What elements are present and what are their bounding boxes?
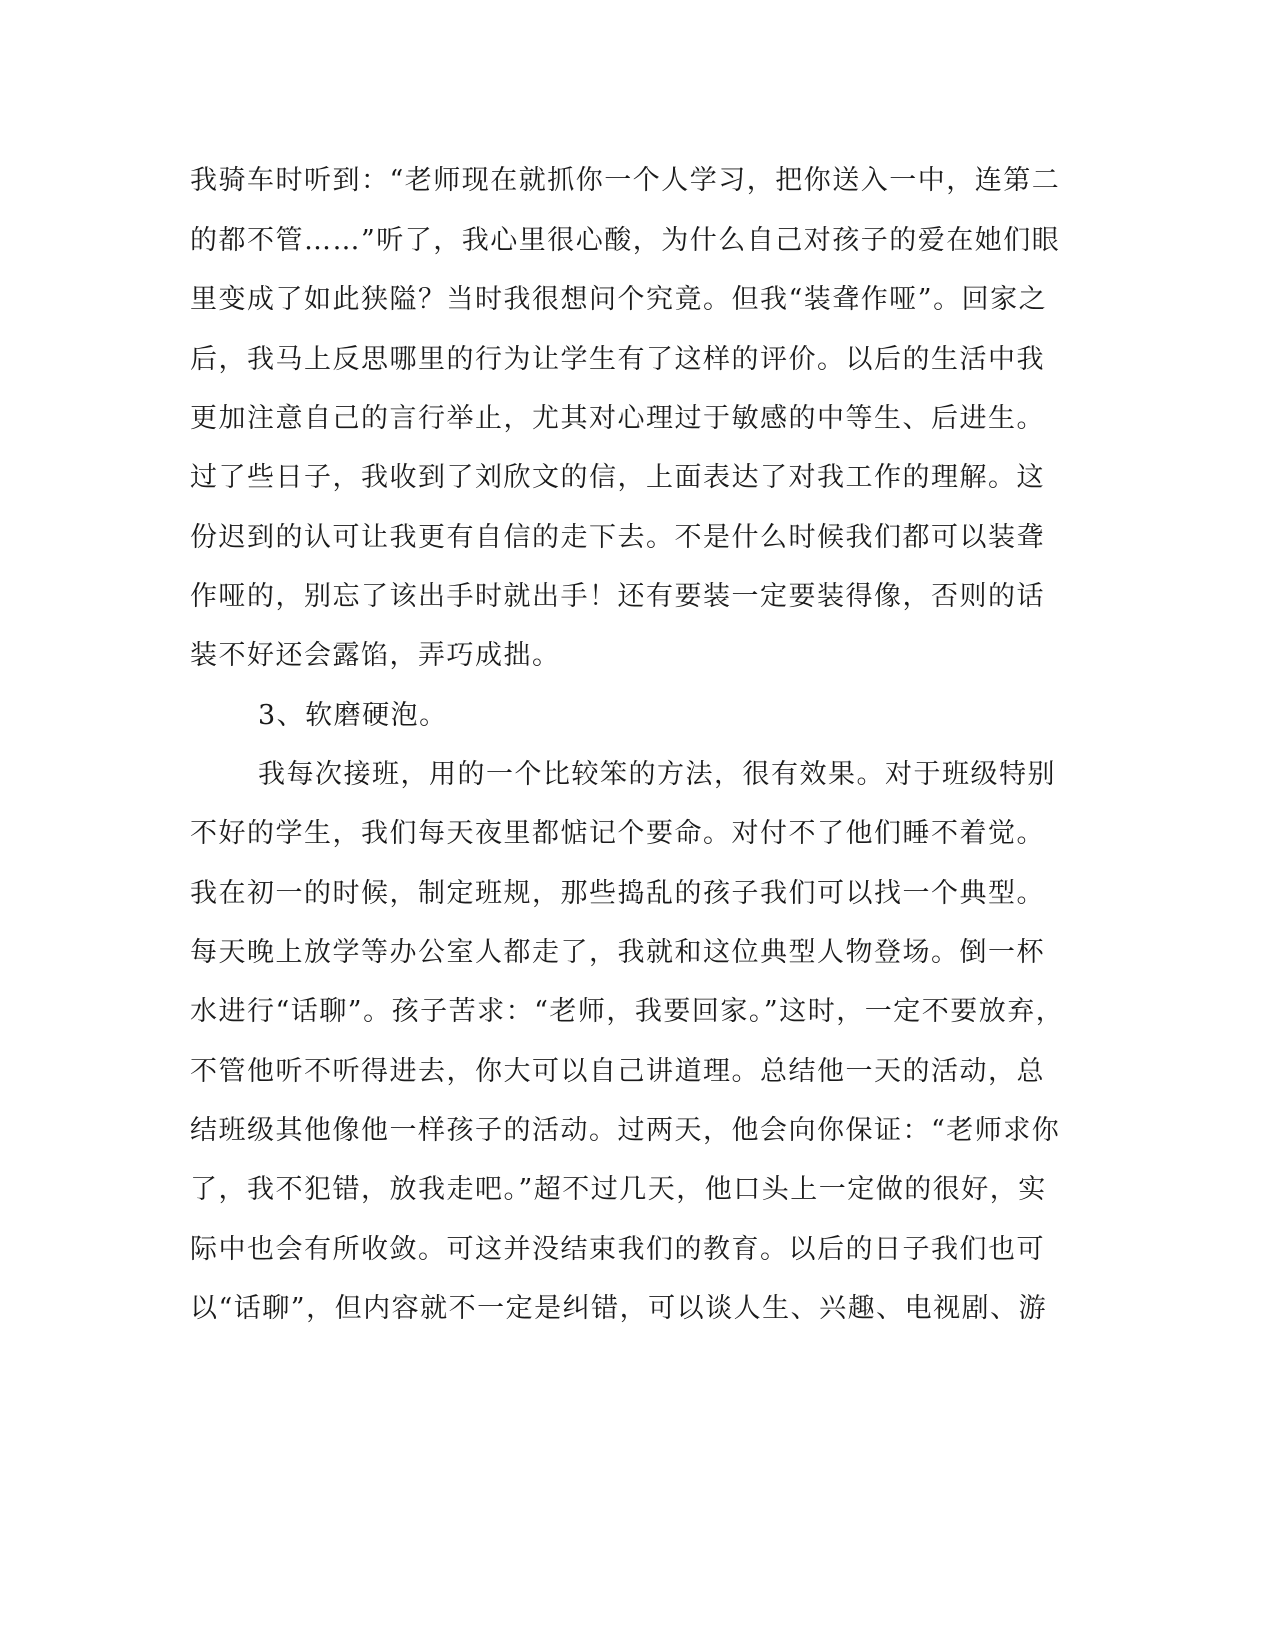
text-line: 过了些日子，我收到了刘欣文的信，上面表达了对我工作的理解。这 <box>190 462 1045 493</box>
text-line: 更加注意自己的言行举止，尤其对心理过于敏感的中等生、后进生。 <box>190 403 1045 434</box>
section-heading: 3、软磨硬泡。 <box>258 700 448 731</box>
text-line: 水进行“话聊”。孩子苦求：“老师，我要回家。”这时，一定不要放弃， <box>190 996 1065 1027</box>
text-line: 不管他听不听得进去，你大可以自己讲道理。总结他一天的活动，总 <box>190 1056 1045 1087</box>
text-line: 结班级其他像他一样孩子的活动。过两天，他会向你保证：“老师求你 <box>190 1115 1061 1146</box>
text-line: 我骑车时听到：“老师现在就抓你一个人学习，把你送入一中，连第二 <box>190 165 1061 196</box>
text-line: 的都不管……”听了，我心里很心酸，为什么自己对孩子的爱在她们眼 <box>190 225 1061 256</box>
text-line: 后，我马上反思哪里的行为让学生有了这样的评价。以后的生活中我 <box>190 344 1045 375</box>
text-line: 了，我不犯错，放我走吧。”超不过几天，他口头上一定做的很好，实 <box>190 1174 1047 1205</box>
text-line: 不好的学生，我们每天夜里都惦记个要命。对付不了他们睡不着觉。 <box>190 818 1045 849</box>
text-line: 装不好还会露馅，弄巧成拙。 <box>190 640 561 671</box>
text-line: 我每次接班，用的一个比较笨的方法，很有效果。对于班级特别 <box>258 759 1056 790</box>
text-line: 际中也会有所收敛。可这并没结束我们的教育。以后的日子我们也可 <box>190 1234 1045 1265</box>
text-line: 作哑的，别忘了该出手时就出手！还有要装一定要装得像，否则的话 <box>190 581 1045 612</box>
text-line: 每天晚上放学等办公室人都走了，我就和这位典型人物登场。倒一杯 <box>190 937 1045 968</box>
text-line: 份迟到的认可让我更有自信的走下去。不是什么时候我们都可以装聋 <box>190 522 1045 553</box>
text-line: 里变成了如此狭隘？当时我很想问个究竟。但我“装聋作哑”。回家之 <box>190 284 1048 315</box>
text-line: 我在初一的时候，制定班规，那些捣乱的孩子我们可以找一个典型。 <box>190 878 1045 909</box>
text-line: 以“话聊”，但内容就不一定是纠错，可以谈人生、兴趣、电视剧、游 <box>190 1293 1048 1324</box>
